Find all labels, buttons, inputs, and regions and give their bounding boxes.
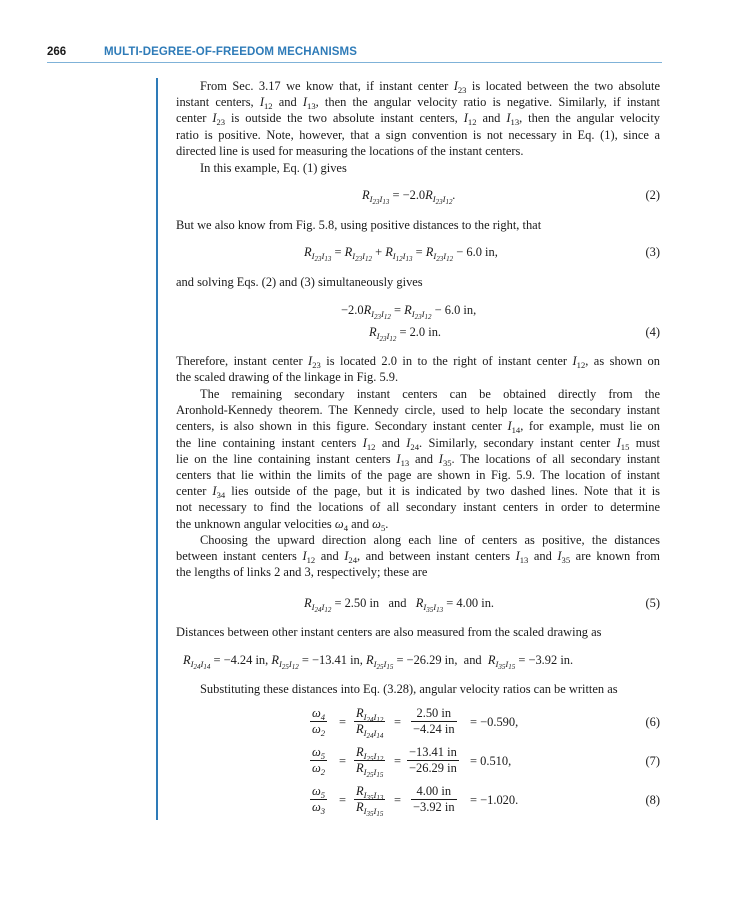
paragraph-8: Distances between other instant centers are also measured from the scaled drawing as <box>176 625 602 639</box>
line: instant centers, $I_{12}$ and $I_{13}$, then the angular velocity ratio is negative. Similarly, if instant <box>176 95 661 112</box>
line: centers, is also shown in this figure. Secondary instant center $I_{14}$, for example, must lie on <box>176 419 660 436</box>
line: Aronhold-Kennedy theorem. The Kennedy circle, used to help locate the secondary instant <box>176 403 660 418</box>
eq-number: (2) <box>645 188 660 202</box>
line: the unknown angular velocities $\omega_4$ and $\omega_5$. <box>176 516 389 533</box>
header-rule <box>47 62 662 63</box>
line: Choosing the upward direction along each line of centers as positive, the distances <box>200 533 660 547</box>
eq4a-lhs: −2.0 <box>341 303 364 317</box>
paragraph-6 <box>176 386 660 532</box>
equation-3: $R_{I_{23}I_{13}} = R_{I_{23}I_{12}} + R_{I_{12}I_{13}} = R_{I_{23}I_{12}} - 6.0$ in, (3) <box>304 245 660 263</box>
line: center $I_{34}$ lies outside of the page, but it is indicated by two dashed lines. Note that it is <box>176 484 660 501</box>
paragraph-1 <box>176 78 660 159</box>
eq4b-tail: = 2.0 in. <box>399 325 442 339</box>
line: the lengths of links 2 and 3, respectively; these are <box>176 565 428 580</box>
equation-5: $R_{I_{24}I_{12}} = 2.50$ in and $R_{I_{35}I_{13}} = 4.00$ in. (5) <box>304 596 660 614</box>
paragraph-5 <box>176 353 660 385</box>
r8-result: = −1.020. <box>470 793 519 807</box>
paragraph-2: In this example, Eq. (1) gives <box>200 161 347 175</box>
r8-den: −3.92 in <box>413 800 455 814</box>
eq2-rhs: = −2.0 <box>392 188 426 202</box>
line: Therefore, instant center $I_{23}$ is located 2.0 in to the right of instant center $I_{12}$, as shown on <box>176 354 660 370</box>
eq-number: (6) <box>645 715 660 729</box>
r7-result: = 0.510, <box>470 754 512 768</box>
dist-and: and <box>463 653 482 667</box>
running-title: MULTI-DEGREE-OF-FREEDOM MECHANISMS <box>104 46 357 58</box>
eq-number: (5) <box>645 596 660 610</box>
line: center $I_{23}$ is outside the two absolute instant centers, $I_{12}$ and $I_{13}$, then the angular velocity <box>176 111 660 128</box>
eq5-b: = 4.00 in. <box>446 596 495 610</box>
dist-1: = −4.24 in, <box>213 653 269 667</box>
paragraph-7 <box>176 532 660 581</box>
eq4a-tail: − 6.0 in, <box>434 303 477 317</box>
paragraph-9: Substituting these distances into Eq. (3.28), angular velocity ratios can be written as <box>200 682 618 696</box>
eq3-tail: − 6.0 in, <box>456 245 498 259</box>
equation-4b: $R_{I_{23}I_{12}} = 2.0$ in. (4) <box>369 325 660 343</box>
eq-number: (3) <box>645 245 660 259</box>
r6-result: = −0.590, <box>470 715 519 729</box>
line: lie on the line containing instant centers $I_{13}$ and $I_{35}$. The locations of all secondary instant <box>176 451 660 468</box>
eq-number: (7) <box>645 754 660 768</box>
equation-2: $R_{I_{23}I_{13}} = -2.0R_{I_{23}I_{12}}$. (2) <box>362 188 660 206</box>
line: not necessary to find the locations of all secondary instant centers in order to determine <box>176 500 660 515</box>
margin-bar <box>156 78 158 820</box>
ratio-omega: $\frac{\omega_4}{\omega_2}$ <box>312 706 326 738</box>
eq-number: (8) <box>645 793 660 807</box>
equation-8: $\frac{\omega_5}{\omega_3}$ = $\frac{R_{I_{35}I_{13}}}{R_{I_{35}I_{15}}}$ = $\frac{4.00 in}{-3.92 in}$ = −1.020. (8) <box>312 784 660 818</box>
r8-num: 4.00 in <box>416 784 452 798</box>
line: From Sec. 3.17 we know that, if instant center $I_{23}$ is located between the two absolute <box>200 79 660 95</box>
r7-den: −26.29 in <box>409 761 457 775</box>
ratio-values <box>411 784 457 815</box>
ratio-omega: $\frac{\omega_5}{\omega_2}$ <box>312 745 326 777</box>
paragraph-4: and solving Eqs. (2) and (3) simultaneously gives <box>176 275 423 289</box>
eq-number: (4) <box>645 325 660 339</box>
ratio-omega: $\frac{\omega_5}{\omega_3}$ <box>312 784 326 816</box>
running-header <box>47 46 662 63</box>
dist-3: = −26.29 in, <box>396 653 458 667</box>
paragraph-3: But we also know from Fig. 5.8, using positive distances to the right, that <box>176 218 542 232</box>
equation-6: $\frac{\omega_4}{\omega_2}$ = $\frac{R_{I_{24}I_{12}}}{R_{I_{24}I_{14}}}$ = $\frac{2.50 in}{-4.24 in}$ = −0.590, (6) <box>312 706 660 740</box>
r7-num: −13.41 in <box>409 745 457 759</box>
r6-num: 2.50 in <box>416 706 452 720</box>
line: directed line is used for measuring the locations of the instant centers. <box>176 143 524 158</box>
line: the line containing instant centers $I_{12}$ and $I_{24}$. Similarly, secondary instant center $I_{15}$ must <box>176 435 660 452</box>
ratio-values <box>407 745 459 776</box>
line: The remaining secondary instant centers can be obtained directly from the <box>200 387 660 401</box>
line: centers that lie within the limits of the page are shown in Fig. 5.9. The location of instant <box>176 468 660 483</box>
eq5-a: = 2.50 in <box>334 596 380 610</box>
r6-den: −4.24 in <box>413 722 455 736</box>
page-number: 266 <box>47 46 67 58</box>
dist-2: = −13.41 in, <box>301 653 363 667</box>
ratio-distances: $\frac{R_{I_{24}I_{12}}}{R_{I_{24}I_{14}}}$ <box>356 706 384 740</box>
line: the scaled drawing of the linkage in Fig. 5.9. <box>176 370 399 385</box>
ratio-values <box>411 706 457 737</box>
equation-7: $\frac{\omega_5}{\omega_2}$ = $\frac{R_{I_{25}I_{12}}}{R_{I_{25}I_{15}}}$ = $\frac{-13.41 in}{-26.29 in}$ = 0.510, (7) <box>312 745 660 779</box>
line: between instant centers $I_{12}$ and $I_{24}$, and between instant centers $I_{13}$ and $I_{35}$ are known from <box>176 549 660 566</box>
ratio-distances: $\frac{R_{I_{25}I_{12}}}{R_{I_{25}I_{15}}}$ <box>356 745 384 779</box>
line: ratio is positive. Note, however, that a sign convention is not necessary in Eq. (1), since a <box>176 127 660 142</box>
ratio-distances: $\frac{R_{I_{35}I_{13}}}{R_{I_{35}I_{15}}}$ <box>356 784 384 818</box>
equation-4a: $-2.0R_{I_{23}I_{12}} = R_{I_{23}I_{12}} - 6.0$ in, <box>341 303 477 321</box>
eq5-and: and <box>388 596 407 610</box>
dist-4: = −3.92 in. <box>518 653 574 667</box>
distances-line: $R_{I_{24}I_{14}} = -4.24$ in, $R_{I_{25}I_{12}} = -13.41$ in, $R_{I_{25}I_{15}} = -26.29$ in, and $R_{I_{35}I_{15}} = -3.92$ in. <box>183 653 574 671</box>
